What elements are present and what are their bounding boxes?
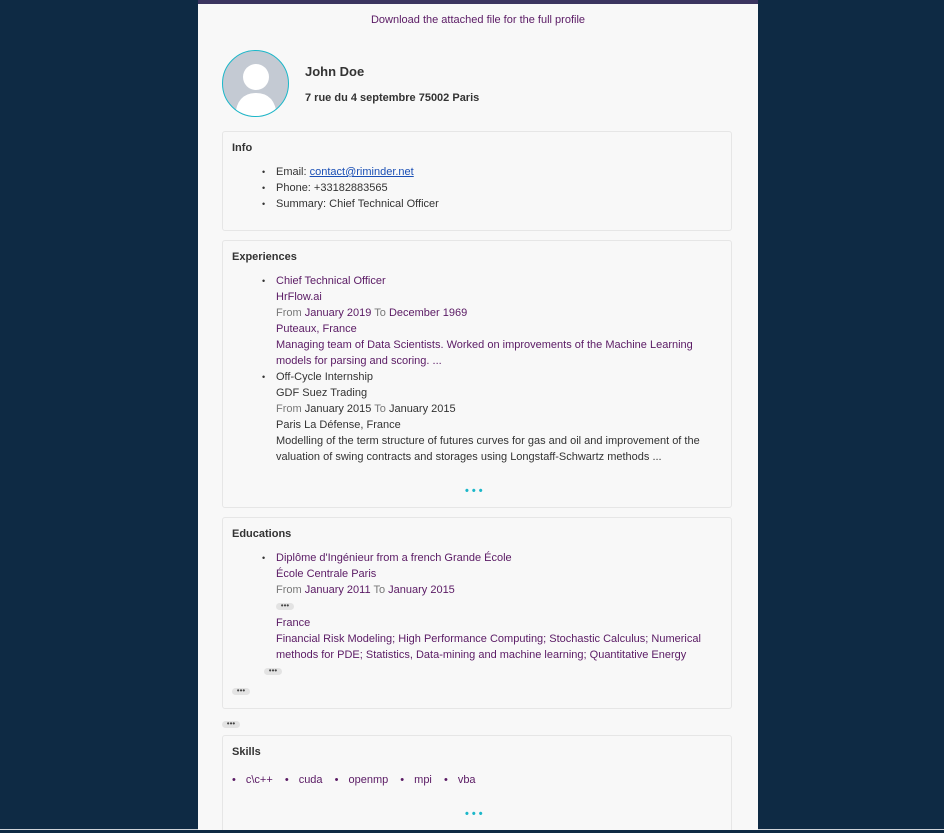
- profile-header: [198, 26, 758, 126]
- education-courses: Financial Risk Modeling; High Performance Computing; Stochastic Calculus; Numerical methods for PDE; Statistics, Data-mining and machine learning; Quantitative Energy: [276, 633, 701, 661]
- skills-title: Skills: [232, 746, 261, 758]
- skill-tag: openmp: [348, 774, 389, 786]
- experience-title: • Off-Cycle Internship: [276, 371, 374, 383]
- experience-item: [276, 273, 716, 369]
- person-silhouette-icon: [223, 51, 288, 116]
- skills-list: • c\c++ • cuda • openmp • mpi • vba: [232, 774, 476, 786]
- education-location: France: [276, 617, 311, 629]
- info-card: [222, 131, 732, 231]
- education-school: École Centrale Paris: [276, 568, 377, 580]
- skills-card: [222, 735, 732, 830]
- experience-dates: From January 2019 To December 1969: [276, 307, 468, 319]
- educations-expand-toggle[interactable]: •••: [232, 688, 250, 695]
- experience-location: Puteaux, France: [276, 323, 357, 335]
- experience-location: Paris La Défense, France: [276, 419, 401, 431]
- education-details-toggle[interactable]: •••: [276, 603, 294, 610]
- educations-list: [276, 550, 716, 663]
- info-title: Info: [232, 142, 253, 154]
- skill-tag: vba: [457, 774, 476, 786]
- candidate-name: John Doe: [305, 64, 365, 79]
- education-dates: From January 2011 To January 2015: [276, 584, 455, 596]
- skills-more-button[interactable]: •••: [465, 808, 486, 820]
- experience-item: [276, 369, 716, 465]
- profile-page: [198, 0, 758, 830]
- education-courses-toggle[interactable]: •••: [264, 668, 282, 675]
- educations-card: [222, 517, 732, 709]
- experience-description: Modelling of the term structure of futures curves for gas and oil and improvement of the valuation of swing contracts and storages using Longstaff-Schwartz methods ...: [276, 435, 700, 463]
- experiences-title: Experiences: [232, 251, 297, 263]
- experience-title: • Chief Technical Officer: [276, 275, 386, 287]
- experiences-list: [276, 273, 716, 465]
- section-expand-toggle[interactable]: •••: [222, 721, 240, 728]
- skill-tag: c\c++: [245, 774, 273, 786]
- skill-tag: mpi: [414, 774, 432, 786]
- candidate-address: 7 rue du 4 septembre 75002 Paris: [305, 92, 480, 104]
- skill-tag: cuda: [298, 774, 323, 786]
- experience-dates: From January 2015 To January 2015: [276, 403, 456, 415]
- info-email: • Email: contact@riminder.net: [276, 164, 716, 180]
- info-phone: • Phone: +33182883565: [276, 180, 716, 196]
- educations-title: Educations: [232, 528, 292, 540]
- experience-company: HrFlow.ai: [276, 291, 322, 303]
- experiences-card: [222, 240, 732, 508]
- avatar: [222, 50, 289, 117]
- info-list: [276, 164, 716, 212]
- email-link[interactable]: contact@riminder.net: [309, 166, 414, 178]
- experience-description: Managing team of Data Scientists. Worked on improvements of the Machine Learning models for parsing and scoring. ...: [276, 339, 693, 367]
- download-notice[interactable]: Download the attached file for the full profile: [370, 14, 586, 26]
- experiences-more-button[interactable]: •••: [465, 485, 486, 497]
- experience-company: GDF Suez Trading: [276, 387, 368, 399]
- info-summary: • Summary: Chief Technical Officer: [276, 196, 716, 212]
- education-title: • Diplôme d'Ingénieur from a french Grande École: [276, 552, 512, 564]
- education-item: [276, 550, 716, 663]
